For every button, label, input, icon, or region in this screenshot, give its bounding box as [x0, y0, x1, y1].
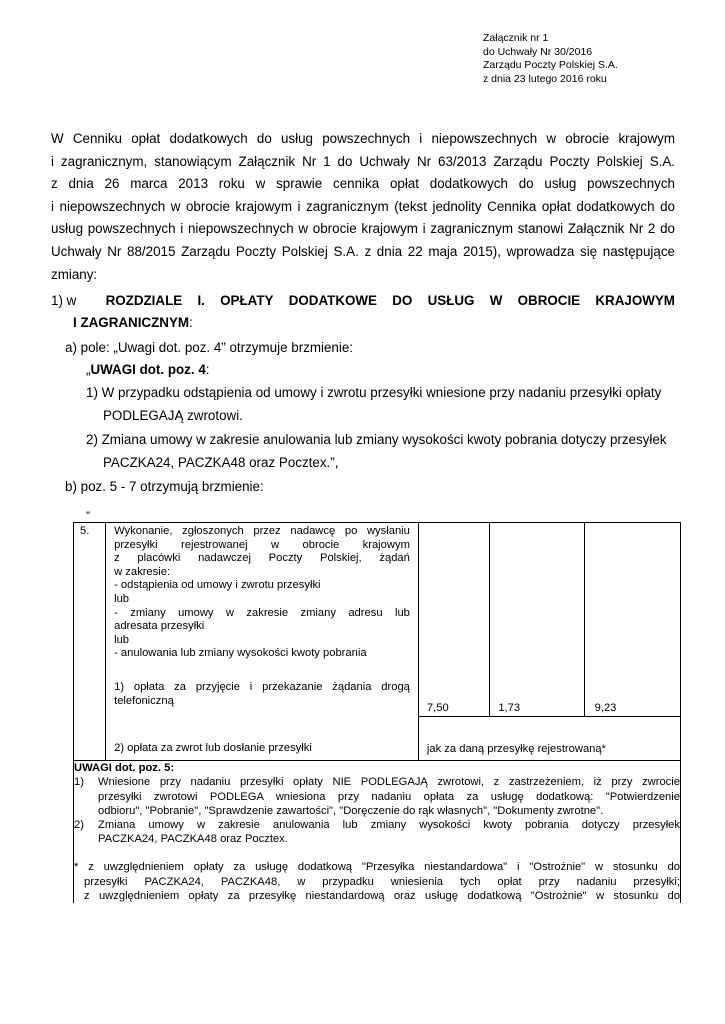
header-line: Zarządu Poczty Polskiej S.A.	[483, 59, 618, 71]
intro-line: i niepowszechnych w obrocie krajowym i zagranicznym (tekst jednolity Cennika opłat dodatkowych do	[51, 198, 675, 214]
sub1-vat-value: 1,73	[490, 523, 584, 716]
desc-line: - zmiany umowy w zakresie zmiany adresu lub	[114, 606, 410, 619]
desc-line: przesyłki rejestrowanej w obrocie krajowym	[114, 538, 410, 551]
quote-mark: „	[86, 362, 91, 377]
quote-title: UWAGI dot. poz. 4	[90, 362, 206, 377]
quote-colon: :	[205, 362, 210, 377]
intro-line: zmiany:	[51, 266, 98, 282]
notes-title: UWAGI dot. poz. 5:	[74, 762, 175, 775]
heading-colon: :	[189, 315, 193, 330]
point-a-label: a) pole: „Uwagi dot. poz. 4” otrzymuje brzmienie:	[65, 340, 354, 355]
point-a-quote-heading	[86, 359, 210, 381]
sub2-label: 2) opłata za zwrot lub dosłanie przesyłki	[106, 716, 419, 761]
table-row	[74, 761, 681, 903]
heading-word: W	[489, 293, 503, 308]
intro-line: usług powszechnych i niepowszechnych w obrocie krajowym i zagranicznym stanowi Załącznik Nr 2 do	[51, 221, 675, 237]
desc-line: w zakresie:	[114, 565, 171, 578]
heading-text: I ZAGRANICZNYM	[73, 315, 190, 330]
position-description	[106, 523, 419, 716]
notes-item-number: 1)	[74, 776, 84, 789]
notes-item	[74, 775, 680, 818]
desc-line: - odstąpienia od umowy i zwrotu przesyłki	[114, 579, 321, 592]
sub1-label-line1: 1) opłata za przyjęcie i przekazanie żądania drogą	[114, 680, 410, 693]
intro-line: i zagranicznym, stanowiącym Załącznik Nr 1 do Uchwały Nr 63/2013 Zarządu Poczty Polskiej S.A.	[51, 153, 675, 169]
notes-item	[74, 818, 680, 846]
point-b-quote-mark: ”	[86, 509, 90, 523]
desc-line: - anulowania lub zmiany wysokości kwoty pobrania	[114, 647, 367, 660]
intro-line: z dnia 26 marca 2013 roku w sprawie cennika opłat dodatkowych do usług powszechnych	[51, 176, 675, 192]
desc-line: z placówki nadawczej Poczty Polskiej, żądań	[114, 552, 410, 565]
heading-word: OBROCIE	[517, 293, 581, 308]
point-a-item1-line2: PODLEGAJĄ zwrotowi.	[103, 408, 243, 423]
header-line: Załącznik nr 1	[483, 32, 549, 44]
sub1-net-value: 7,50	[418, 523, 489, 716]
table-row	[74, 523, 681, 716]
notes-line: przesyłki zwrotowi PODLEGA wniesiona przy nadaniu opłata za usługę dodatkową: "Potwierdzenie	[98, 790, 680, 803]
intro-line: Uchwały Nr 88/2015 Zarządu Poczty Polskiej S.A. z dnia 22 maja 2015), wprowadza się następujące	[51, 243, 675, 259]
heading-word: I.	[197, 293, 205, 308]
heading-word: KRAJOWYM	[595, 293, 675, 308]
item1-heading-line2	[73, 312, 193, 334]
heading-word: OPŁATY	[220, 293, 274, 308]
sub2-value: jak za daną przesyłkę rejestrowaną*	[418, 716, 680, 761]
position-notes	[74, 761, 681, 903]
item1-heading	[51, 290, 675, 312]
point-a-item2-line1: 2) Zmiana umowy w zakresie anulowania lub zmiany wysokości kwoty pobrania dotyczy przesyłek	[86, 432, 667, 447]
notes-line: PACZKA24, PACZKA48 oraz Pocztex.	[98, 833, 288, 846]
sub1-gross-value: 9,23	[584, 523, 680, 716]
heading-word: DO	[392, 293, 413, 308]
heading-word: USŁUG	[427, 293, 475, 308]
notes-line: Zmiana umowy w zakresie anulowania lub zmiany wysokości kwoty pobrania dotyczy przesyłek	[98, 819, 680, 831]
notes-line: odbioru", "Pobranie", "Sprawdzenie zawartości", "Doręczenie do rąk własnych", "Dokumenty zwrotne".	[98, 804, 604, 817]
header-line: do Uchwały Nr 30/2016	[483, 45, 593, 58]
point-a-item1-line1: 1) W przypadku odstąpienia od umowy i zwrotu przesyłki wniesione przy nadaniu przesyłki opłaty	[86, 385, 662, 400]
notes-item-number: 2)	[74, 819, 84, 831]
desc-line: lub	[114, 633, 130, 646]
notes-line: Wniesione przy nadaniu przesyłki opłaty NIE PODLEGAJĄ zwrotowi, z zastrzeżeniem, iż przy zwrocie	[98, 776, 680, 789]
desc-line: Wykonanie, zgłoszonych przez nadawcę po wysłaniu	[114, 525, 410, 537]
intro-line: W Cenniku opłat dodatkowych do usług powszechnych i niepowszechnych w obrocie krajowym	[51, 131, 675, 146]
intro-paragraph	[51, 128, 675, 286]
attachment-header	[483, 32, 618, 86]
desc-line: lub	[114, 592, 130, 605]
heading-word: DODATKOWE	[288, 293, 377, 308]
notes-footnote-line: przesyłki PACZKA24, PACZKA48, w przypadku wniesienia tych opłat przy nadaniu przesyłki;	[84, 875, 680, 888]
notes-footnote-line: z uwzględnieniem opłaty za przesyłkę niestandardową oraz usługę dodatkową "Ostrożnie" w stosunku do	[84, 889, 680, 902]
notes-footnote-line: * z uwzględnieniem opłaty za usługę dodatkową "Przesyłka niestandardowa" i "Ostrożnie" w stosunku do	[74, 861, 680, 874]
header-line: z dnia 23 lutego 2016 roku	[483, 72, 607, 85]
point-b-label: b) poz. 5 - 7 otrzymują brzmienie:	[65, 479, 264, 494]
table-row	[74, 716, 681, 761]
point-a-item2-line2: PACZKA24, PACZKA48 oraz Pocztex.”,	[103, 455, 339, 470]
desc-line: adresata przesyłki	[114, 620, 205, 633]
item1-number: 1) w	[51, 293, 77, 308]
fees-table	[73, 522, 681, 903]
heading-word: ROZDZIALE	[105, 293, 183, 308]
sub1-label-line2: telefoniczną	[114, 694, 174, 707]
position-number: 5.	[74, 523, 106, 761]
